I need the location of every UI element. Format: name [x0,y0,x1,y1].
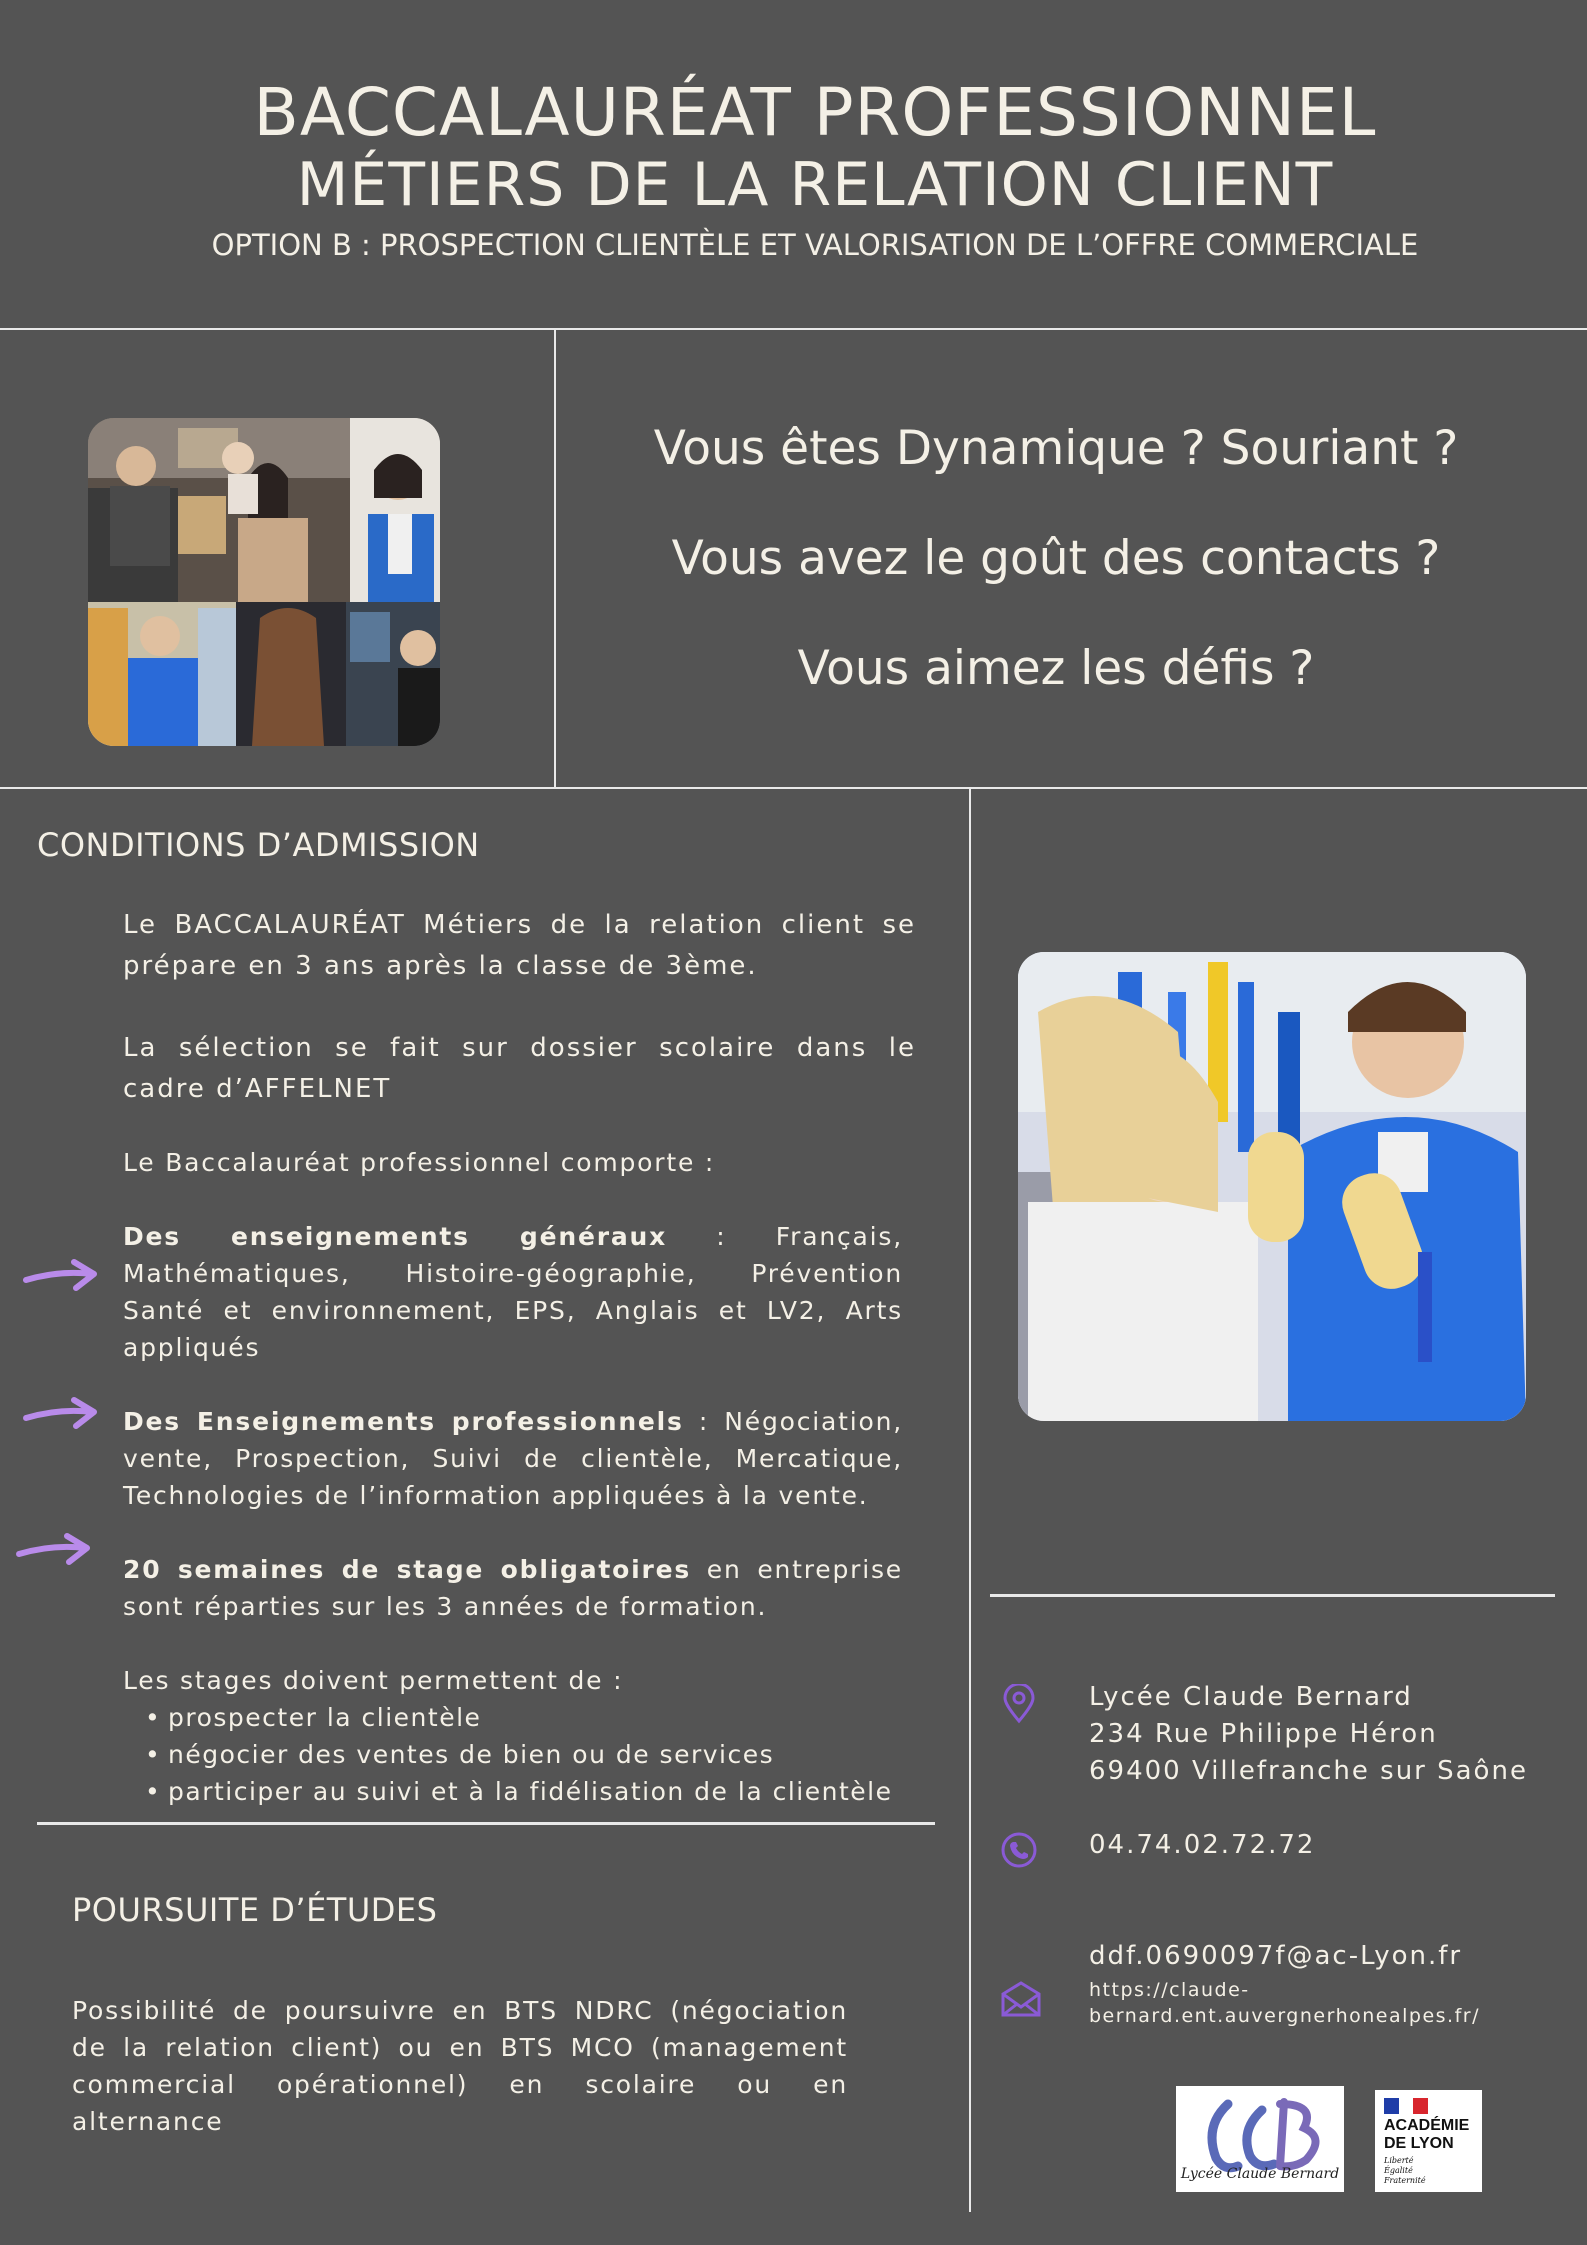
main-title: BACCALAURÉAT PROFESSIONNEL [253,74,1377,151]
lycee-logo-caption: Lycée Claude Bernard [1180,2166,1340,2182]
question-contacts: Vous avez le goût des contacts ? [671,531,1441,586]
subtitle: OPTION B : PROSPECTION CLIENTÈLE ET VALORISATION DE L’OFFRE COMMERCIALE [211,228,1419,262]
motto-liberte: Liberté [1384,2156,1414,2165]
phone-icon [1000,1831,1038,1873]
divider-contact [990,1594,1555,1597]
professional-teaching [123,1403,903,1514]
divider-admission [37,1822,935,1825]
admission-paragraph-3: Le Baccalauréat professionnel comporte : [123,1148,716,1177]
mail-icon [1000,1980,1042,2022]
academie-line1: ACADÉMIE [1384,2117,1470,2134]
general-teaching [123,1218,903,1366]
arrow-icon [22,1396,100,1432]
admission-paragraph-2: La sélection se fait sur dossier scolaire dans le cadre d’AFFELNET [123,1033,916,1104]
internship-intro: Les stages doivent permettent de : [123,1666,624,1695]
motto-egalite: Égalité [1384,2166,1413,2175]
school-name: Lycée Claude Bernard [1089,1682,1413,1712]
professional-teaching-label: Des Enseignements professionnels [123,1407,684,1436]
internship-info [123,1551,903,1625]
internship-label: 20 semaines de stage obligatoires [123,1555,692,1584]
internship-text: en entreprise sont réparties sur les 3 années de formation. [123,1555,903,1621]
website-url-line1: https://claude- [1089,1979,1250,2001]
question-dynamique: Vous êtes Dynamique ? Souriant ? [653,421,1459,476]
question-defis: Vous aimez les défis ? [797,641,1315,696]
collage-photo [88,418,440,746]
admission-title: CONDITIONS D’ADMISSION [37,826,480,864]
list-item: • participer au suivi et à la fidélisation de la clientèle [123,1773,923,1810]
arrow-icon [22,1258,100,1294]
location-pin-icon [1000,1684,1038,1728]
phone-number: 04.74.02.72.72 [1089,1830,1316,1860]
republic-motto [1384,2156,1426,2186]
list-item: • prospecter la clientèle [123,1699,923,1736]
school-address [1089,1679,1528,1790]
arrow-icon [15,1532,93,1568]
divider-middle [0,787,1587,789]
general-teaching-label: Des enseignements généraux [123,1222,668,1251]
lycee-claude-bernard-logo [1176,2086,1344,2192]
sales-photo [1018,952,1526,1421]
academie-lyon-logo [1375,2090,1482,2192]
website-url-line2: bernard.ent.auvergnerhonealpes.fr/ [1089,2005,1480,2027]
poursuite-title: POURSUITE D’ÉTUDES [72,1891,438,1929]
main-title-line2: MÉTIERS DE LA RELATION CLIENT [296,150,1334,220]
general-teaching-text: : Français, Mathématiques, Histoire-géographie, Prévention Santé et environnement, EPS, Anglais et LV2, Arts appliqués [123,1222,903,1362]
french-flag-icon [1384,2098,1428,2114]
school-street: 234 Rue Philippe Héron [1089,1719,1438,1749]
divider-top [0,328,1587,330]
admission-paragraph-1: Le BACCALAURÉAT Métiers de la relation client se prépare en 3 ans après la classe de 3ème. [123,910,916,981]
school-city: 69400 Villefranche sur Saône [1089,1756,1528,1786]
professional-teaching-text: : Négociation, vente, Prospection, Suivi de clientèle, Mercatique, Technologies de l’information appliquées à la vente. [123,1407,903,1510]
website-url [1089,1977,1480,2029]
divider-vertical-bottom [969,787,971,2212]
academie-line2: DE LYON [1384,2135,1454,2152]
motto-fraternite: Fraternité [1384,2176,1426,2185]
internship-goals-list [123,1699,923,1810]
list-item: • négocier des ventes de bien ou de services [123,1736,923,1773]
poursuite-text: Possibilité de poursuivre en BTS NDRC (négociation de la relation client) ou en BTS MCO (management commercial opérationnel) en scolaire ou en alternance [72,1996,848,2136]
email-address: ddf.0690097f@ac-Lyon.fr [1089,1941,1463,1971]
